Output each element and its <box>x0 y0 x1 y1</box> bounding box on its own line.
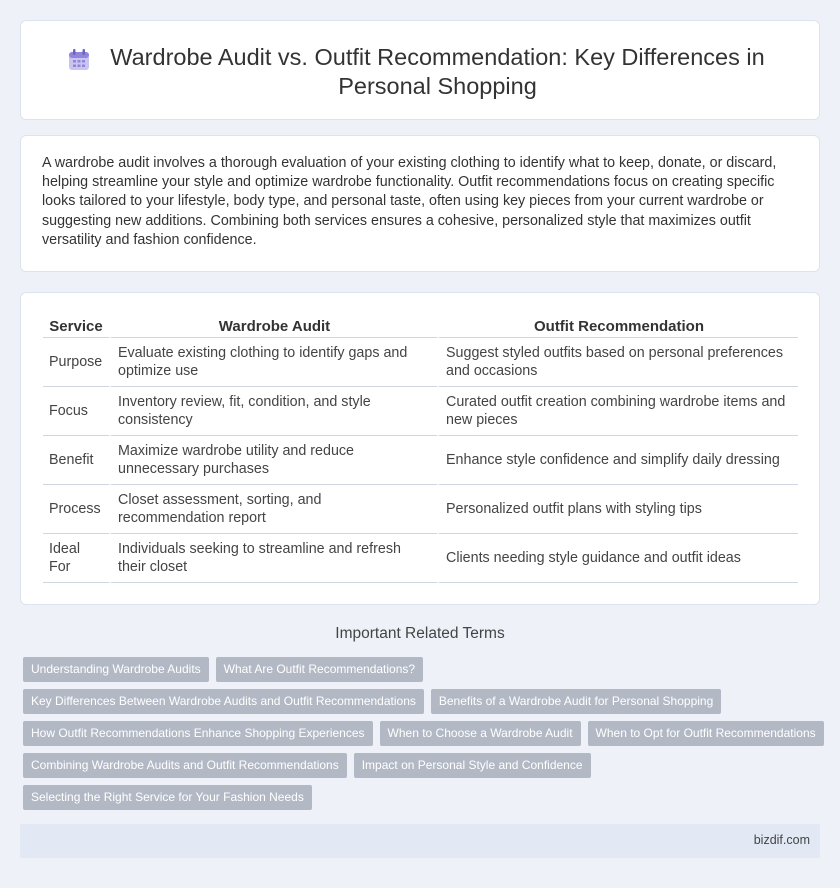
audit-cell: Individuals seeking to streamline and refresh their closet <box>109 534 437 583</box>
related-term-tag[interactable]: What Are Outfit Recommendations? <box>216 657 423 682</box>
related-terms-list <box>23 657 823 817</box>
header-card <box>20 20 820 120</box>
recommendation-cell: Enhance style confidence and simplify daily dressing <box>437 436 798 485</box>
header-wardrobe-audit: Wardrobe Audit <box>109 315 437 338</box>
header-service: Service <box>43 315 109 338</box>
recommendation-cell: Personalized outfit plans with styling tips <box>437 485 798 534</box>
page-title: Wardrobe Audit vs. Outfit Recommendation: Key Differences in Personal Shopping <box>110 44 765 99</box>
table-row <box>43 338 798 387</box>
related-term-tag[interactable]: Key Differences Between Wardrobe Audits and Outfit Recommendations <box>23 689 424 714</box>
header-outfit-recommendation: Outfit Recommendation <box>437 315 798 338</box>
tag-row <box>23 689 823 721</box>
related-term-tag[interactable]: When to Choose a Wardrobe Audit <box>380 721 581 746</box>
row-label: Benefit <box>43 436 109 485</box>
tag-row <box>23 753 823 785</box>
intro-paragraph: A wardrobe audit involves a thorough evaluation of your existing clothing to identify what to keep, donate, or discard, helping streamline your style and optimize wardrobe functionality. Outfit recommendations focus on creating specific looks tailored to your lifestyle, body type, and personal taste, often using key pieces from your current wardrobe or suggesting new additions. Combining both services ensures a cohesive, personalized style that maximizes outfit versatility and fashion confidence. <box>42 155 777 248</box>
row-label: Focus <box>43 387 109 436</box>
related-term-tag[interactable]: Benefits of a Wardrobe Audit for Personal Shopping <box>431 689 721 714</box>
related-term-tag[interactable]: Impact on Personal Style and Confidence <box>354 753 591 778</box>
comparison-table-card <box>20 292 820 605</box>
tag-row <box>23 721 823 753</box>
footer-site-name[interactable]: bizdif.com <box>753 833 810 847</box>
table-row <box>43 485 798 534</box>
related-term-tag[interactable]: Selecting the Right Service for Your Fashion Needs <box>23 785 312 810</box>
footer <box>20 824 820 858</box>
related-term-tag[interactable]: When to Opt for Outfit Recommendations <box>588 721 824 746</box>
table-row <box>43 534 798 583</box>
related-term-tag[interactable]: How Outfit Recommendations Enhance Shopping Experiences <box>23 721 373 746</box>
recommendation-cell: Curated outfit creation combining wardrobe items and new pieces <box>437 387 798 436</box>
audit-cell: Evaluate existing clothing to identify gaps and optimize use <box>109 338 437 387</box>
table-header-row <box>43 315 798 338</box>
related-term-tag[interactable]: Understanding Wardrobe Audits <box>23 657 209 682</box>
row-label: Process <box>43 485 109 534</box>
intro-card <box>20 135 820 272</box>
recommendation-cell: Clients needing style guidance and outfit ideas <box>437 534 798 583</box>
audit-cell: Closet assessment, sorting, and recommendation report <box>109 485 437 534</box>
audit-cell: Maximize wardrobe utility and reduce unnecessary purchases <box>109 436 437 485</box>
table-row <box>43 387 798 436</box>
row-label: Ideal For <box>43 534 109 583</box>
related-terms-title: Important Related Terms <box>335 625 505 642</box>
comparison-table <box>43 315 798 583</box>
audit-cell: Inventory review, fit, condition, and style consistency <box>109 387 437 436</box>
table-row <box>43 436 798 485</box>
tag-row <box>23 785 823 817</box>
recommendation-cell: Suggest styled outfits based on personal preferences and occasions <box>437 338 798 387</box>
row-label: Purpose <box>43 338 109 387</box>
related-term-tag[interactable]: Combining Wardrobe Audits and Outfit Recommendations <box>23 753 347 778</box>
tag-row <box>23 657 823 689</box>
